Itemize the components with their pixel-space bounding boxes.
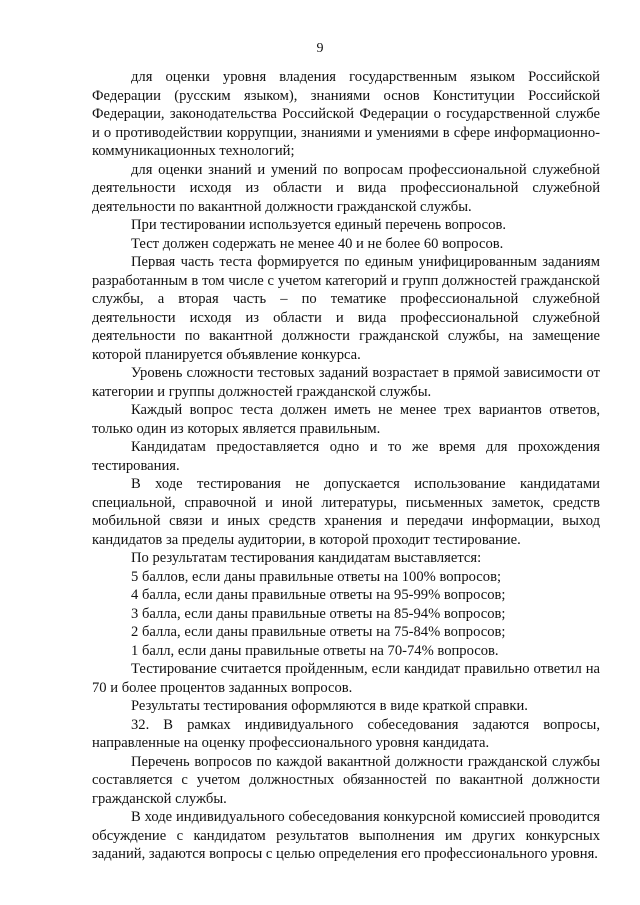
paragraph: Перечень вопросов по каждой вакантной должности гражданской службы составляется с учетом должностных обязанностей по вакантной должности гражданской службы. — [92, 753, 600, 807]
page-number: 9 — [316, 41, 324, 56]
list-item: 4 балла, если даны правильные ответы на 95-99% вопросов; — [131, 587, 506, 603]
paragraph: При тестировании используется единый перечень вопросов. — [131, 217, 506, 233]
paragraph: Уровень сложности тестовых заданий возрастает в прямой зависимости от категории и группы должностей гражданской службы. — [92, 365, 600, 400]
paragraph: Тестирование считается пройденным, если кандидат правильно ответил на 70 и более процентов заданных вопросов. — [92, 661, 600, 696]
paragraph: Первая часть теста формируется по единым унифицированным заданиям разработанным в том числе с учетом категорий и групп должностей гражданской службы, а вторая часть – по тематике профессиональной служебной деятельности исходя из области и вида профессиональной служебной деятельности по вакантной должности гражданской службы, на замещение которой планируется объявление конкурса. — [92, 254, 600, 363]
document-body — [92, 68, 600, 864]
list-item: 2 балла, если даны правильные ответы на 75-84% вопросов; — [131, 624, 506, 640]
paragraph: По результатам тестирования кандидатам выставляется: — [131, 550, 482, 566]
paragraph: В ходе тестирования не допускается использование кандидатами специальной, справочной и иной литературы, письменных заметок, средств мобильной связи и иных средств хранения и передачи информации, выход кандидатов за пределы аудитории, в которой проходит тестирование. — [92, 476, 600, 548]
paragraph: для оценки знаний и умений по вопросам профессиональной служебной деятельности исходя из области и вида профессиональной служебной деятельности по вакантной должности гражданской службы. — [92, 161, 600, 215]
paragraph: Кандидатам предоставляется одно и то же время для прохождения тестирования. — [92, 439, 600, 474]
list-item: 5 баллов, если даны правильные ответы на 100% вопросов; — [131, 568, 502, 585]
paragraph: Каждый вопрос теста должен иметь не менее трех вариантов ответов, только один из которых является правильным. — [92, 402, 600, 437]
paragraph: 32. В рамках индивидуального собеседования задаются вопросы, направленные на оценку профессионального уровня кандидата. — [92, 716, 600, 751]
paragraph: для оценки уровня владения государственным языком Российской Федерации (русским языком), знаниями основ Конституции Российской Федерации, законодательства Российской Федерации о государственной службе и о противодействии коррупции, знаниями и умениями в сфере информационно-коммуникационных технологий; — [92, 69, 600, 159]
list-item: 3 балла, если даны правильные ответы на 85-94% вопросов; — [131, 605, 506, 622]
paragraph: В ходе индивидуального собеседования конкурсной комиссией проводится обсуждение с кандидатом результатов выполнения им других конкурсных заданий, задаются вопросы с целью определения его профессионального уровня. — [92, 809, 600, 862]
paragraph: Тест должен содержать не менее 40 и не более 60 вопросов. — [131, 235, 504, 252]
list-item: 1 балл, если даны правильные ответы на 70-74% вопросов. — [131, 642, 499, 659]
paragraph: Результаты тестирования оформляются в виде краткой справки. — [131, 698, 528, 714]
